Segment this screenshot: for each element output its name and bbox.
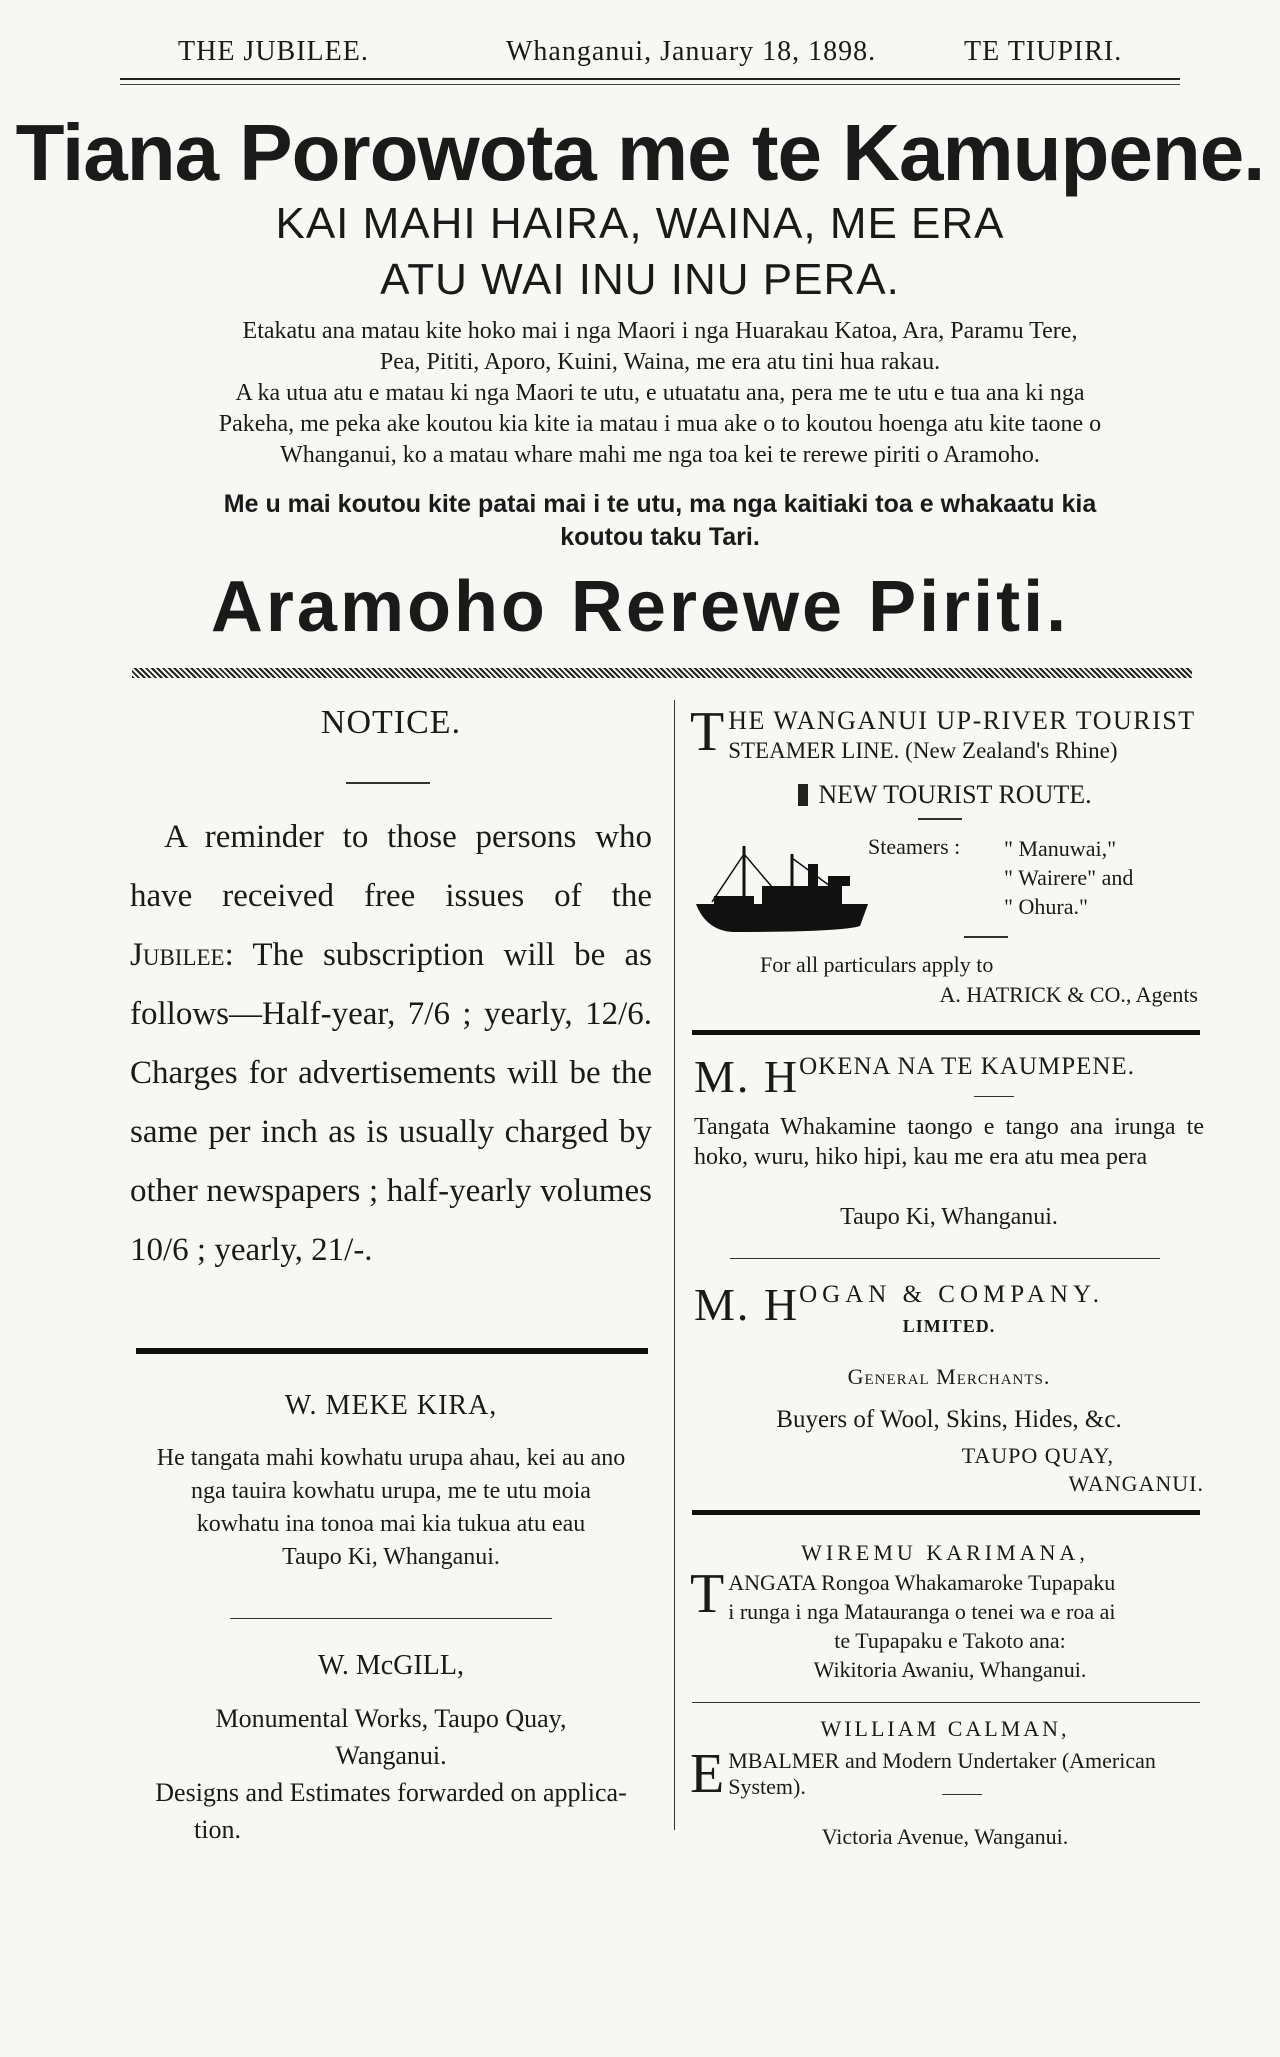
karimana-body [690, 1563, 1210, 1684]
meke-kira-line: nga tauira kowhatu urupa, me te utu moia [191, 1478, 591, 1504]
masthead-title-en: THE JUBILEE. [178, 36, 369, 67]
hogan-address [694, 1442, 1204, 1498]
mcgill-line: Designs and Estimates forwarded on applica- [155, 1778, 627, 1807]
tourist-dropcap: T [690, 701, 725, 763]
apply-line: For all particulars apply to [760, 952, 994, 977]
karimana-line: Wikitoria Awaniu, Whanganui. [813, 1657, 1087, 1682]
calman-name: WILLIAM CALMAN, [820, 1716, 1070, 1741]
meke-kira-line: kowhatu ina tonoa mai kia tukua atu eau [196, 1511, 586, 1537]
masthead-rule [120, 78, 1180, 80]
steamer-names [1004, 834, 1204, 921]
notice-title: NOTICE. [320, 704, 462, 741]
calman-line: MBALMER and Modern Undertaker (American [728, 1748, 1156, 1773]
steamer-name: " Wairere" and [1004, 865, 1134, 890]
meke-kira-body [130, 1442, 652, 1574]
ad-invitation-line: koutou taku Tari. [560, 523, 760, 551]
short-rule [964, 936, 1008, 938]
column-divider [674, 700, 675, 1830]
calman-dropcap: E [690, 1743, 725, 1805]
section-divider [132, 668, 1192, 678]
steamer-ship-icon [692, 840, 872, 952]
thick-rule [136, 1348, 648, 1354]
calman-line: System). [728, 1774, 806, 1799]
hogan-limited: LIMITED. [902, 1316, 996, 1336]
ad-paragraph-line: Pea, Pititi, Aporo, Kuini, Waina, me era atu tini hua rakau. [379, 349, 941, 375]
thin-rule [730, 1258, 1160, 1259]
steamer-name: " Manuwai," [1004, 836, 1117, 861]
hokena-body: Tangata Whakamine taongo e tango ana irunga te hoko, wuru, hiko hipi, kau me era atu mea pera [694, 1114, 1204, 1170]
karimana-name: WIREMU KARIMANA, [801, 1540, 1089, 1565]
hogan-title: OGAN & COMPANY. [799, 1281, 1105, 1308]
tourist-head-line: HE WANGANUI UP-RIVER TOURIST [728, 706, 1196, 735]
hokena-address: Taupo Ki, Whanganui. [840, 1204, 1058, 1230]
agent-name: A. HATRICK & CO., Agents [939, 982, 1198, 1007]
tourist-head-line: STEAMER LINE. (New Zealand's Rhine) [728, 738, 1118, 763]
notice-text-before: A reminder to those persons who have received free issues of the [130, 819, 652, 914]
hogan-general-merchants: General Merchants. [847, 1364, 1051, 1389]
hogan-buyers: Buyers of Wool, Skins, Hides, &c. [776, 1406, 1122, 1433]
ad-paragraph-line: Etakatu ana matau kite hoko mai i nga Maori i nga Huarakau Katoa, Ara, Paramu Tere, [242, 318, 1078, 344]
ad-invitation-line: Me u mai koutou kite patai mai i te utu, ma nga kaitiaki toa e whakaatu kia [223, 490, 1097, 518]
steamer-name: " Ohura." [1004, 894, 1088, 919]
karimana-line: ANGATA Rongoa Whakamaroke Tupapaku [728, 1570, 1116, 1595]
ad-paragraph [120, 316, 1200, 471]
short-rule [230, 1618, 552, 1619]
ad-invitation [120, 488, 1200, 554]
masthead-date: Whanganui, January 18, 1898. [506, 36, 877, 67]
short-rule [942, 1794, 982, 1795]
notice-body [130, 808, 652, 1280]
karimana-dropcap: T [690, 1563, 725, 1625]
calman-body [690, 1743, 1210, 1805]
tourist-route [690, 780, 1200, 810]
short-rule [918, 818, 962, 820]
thin-rule [692, 1702, 1200, 1703]
thick-rule [692, 1510, 1200, 1515]
calman-address: Victoria Avenue, Wanganui. [821, 1824, 1069, 1849]
ad-paragraph-line: A ka utua atu e matau ki nga Maori te utu, e utuatatu ana, pera me te utu e tua ana ki nga [235, 380, 1085, 406]
masthead [120, 36, 1180, 76]
ad-headline: Tiana Porowota me te Kamupene. [15, 108, 1265, 197]
thick-rule [692, 1030, 1200, 1035]
hokena-title: OKENA NA TE KAUMPENE. [799, 1053, 1135, 1080]
tourist-heading [690, 701, 1200, 766]
hogan-address-line: WANGANUI. [1068, 1471, 1204, 1496]
hogan-address-line: TAUPO QUAY, [961, 1443, 1114, 1468]
mcgill-name: W. McGILL, [318, 1650, 464, 1681]
apply-to [690, 950, 1200, 1010]
notice-text-after: : The subscription will be as follows—Half-year, 7/6 ; yearly, 12/6. Charges for advertisements will be the same per inch as is usually charged by other newspapers ; half-yearly volumes 10/6 ; yearly, 21/-. [130, 937, 652, 1268]
mcgill-line: tion. [194, 1815, 241, 1844]
steamers-label: Steamers : [868, 834, 961, 859]
meke-kira-line: Taupo Ki, Whanganui. [282, 1544, 500, 1570]
ad-subtitle-line1: KAI MAHI HAIRA, WAINA, ME ERA [275, 199, 1005, 248]
mcgill-line: Monumental Works, Taupo Quay, [215, 1704, 567, 1733]
meke-kira-name: W. MEKE KIRA, [284, 1390, 498, 1421]
ad-subtitle-line2: ATU WAI INU INU PERA. [380, 255, 900, 304]
masthead-rule-thin [120, 84, 1180, 85]
karimana-line: te Tupapaku e Takoto ana: [834, 1628, 1066, 1653]
mcgill-body [130, 1700, 652, 1848]
masthead-title-mi: TE TIUPIRI. [964, 36, 1123, 67]
short-rule [974, 1096, 1014, 1097]
ad-location: Aramoho Rerewe Piriti. [210, 567, 1070, 647]
ad-paragraph-line: Whanganui, ko a matau whare mahi me nga toa kei te rerewe piriti o Aramoho. [280, 442, 1040, 468]
hokena-initials: M. H [694, 1051, 800, 1102]
tourist-route-label: NEW TOURIST ROUTE. [818, 780, 1092, 809]
ad-paragraph-line: Pakeha, me peka ake koutou kia kite ia matau i mua ake o to koutou hoenga atu kite taone o [218, 411, 1102, 437]
pointing-hand-icon [798, 784, 808, 806]
notice-jubilee: Jubilee [130, 937, 225, 973]
karimana-line: i runga i nga Matauranga o tenei wa e roa ai [728, 1599, 1116, 1624]
hokena-heading [694, 1050, 1204, 1103]
mcgill-line: Wanganui. [335, 1741, 447, 1770]
hogan-initials: M. H [694, 1279, 800, 1330]
meke-kira-line: He tangata mahi kowhatu urupa ahau, kei au ano [156, 1445, 626, 1471]
short-rule [346, 782, 430, 784]
